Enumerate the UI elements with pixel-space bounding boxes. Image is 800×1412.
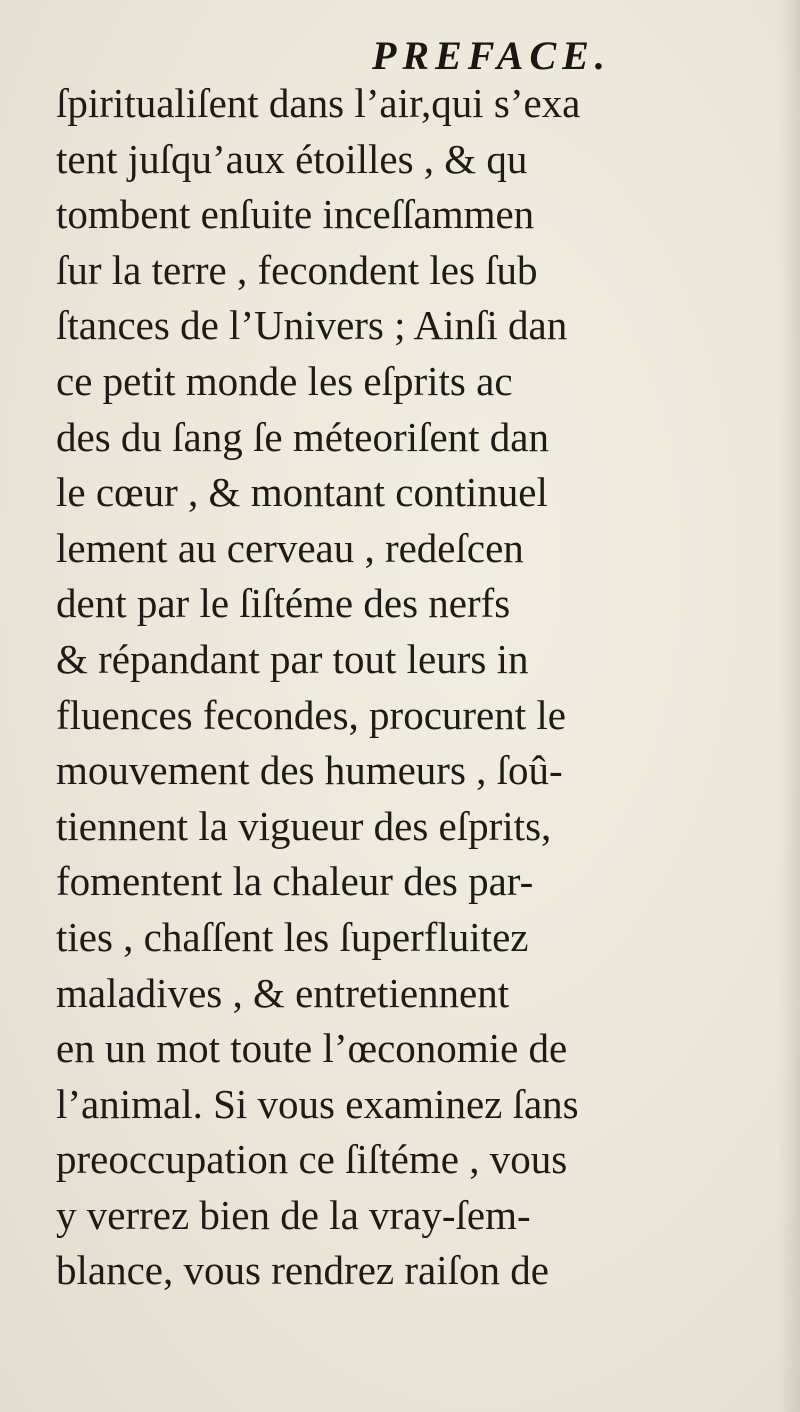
text-line: dent par le ſiſtéme des nerfs [56,580,511,627]
text-line: blance, vous rendrez raiſon de [56,1247,549,1294]
text-line: & répandant par tout leurs in [56,635,529,682]
text-line: ſpiritualiſent dans l’air,qui s’exa [56,80,581,126]
text-line: le cœur , & montant continuel [56,469,548,516]
text-line: tent juſqu’aux étoilles , & qu [56,135,528,182]
text-line: tombent enſuite inceſſammen [56,191,535,238]
text-line: ties , chaſſent les ſuperfluitez [56,913,529,960]
text-line: fluences fecondes, procurent le [56,691,566,738]
text-line: ſtances de l’Univers ; Ainſi dan [56,302,568,349]
text-line: mouvement des humeurs , ſoû- [56,747,563,794]
text-line: maladives , & entretiennent [56,969,510,1016]
text-line: ce petit monde les eſprits ac [56,357,513,404]
text-line: lement au cerveau , redeſcen [56,524,524,571]
text-line: ſur la terre , fecondent les ſub [56,246,538,293]
text-line: y verrez bien de la vray-ſem- [56,1191,531,1238]
text-line: des du ſang ſe méteoriſent dan [56,413,549,460]
running-head: PREFACE. [372,33,611,78]
text-line: fomentent la chaleur des par- [56,858,534,905]
text-line: preoccupation ce ſiſtéme , vous [56,1136,568,1183]
text-line: tiennent la vigueur des eſprits, [56,802,552,849]
body-text [56,76,800,1299]
text-line: en un mot toute l’œconomie de [56,1025,568,1072]
text-line: l’animal. Si vous examinez ſans [56,1080,579,1127]
